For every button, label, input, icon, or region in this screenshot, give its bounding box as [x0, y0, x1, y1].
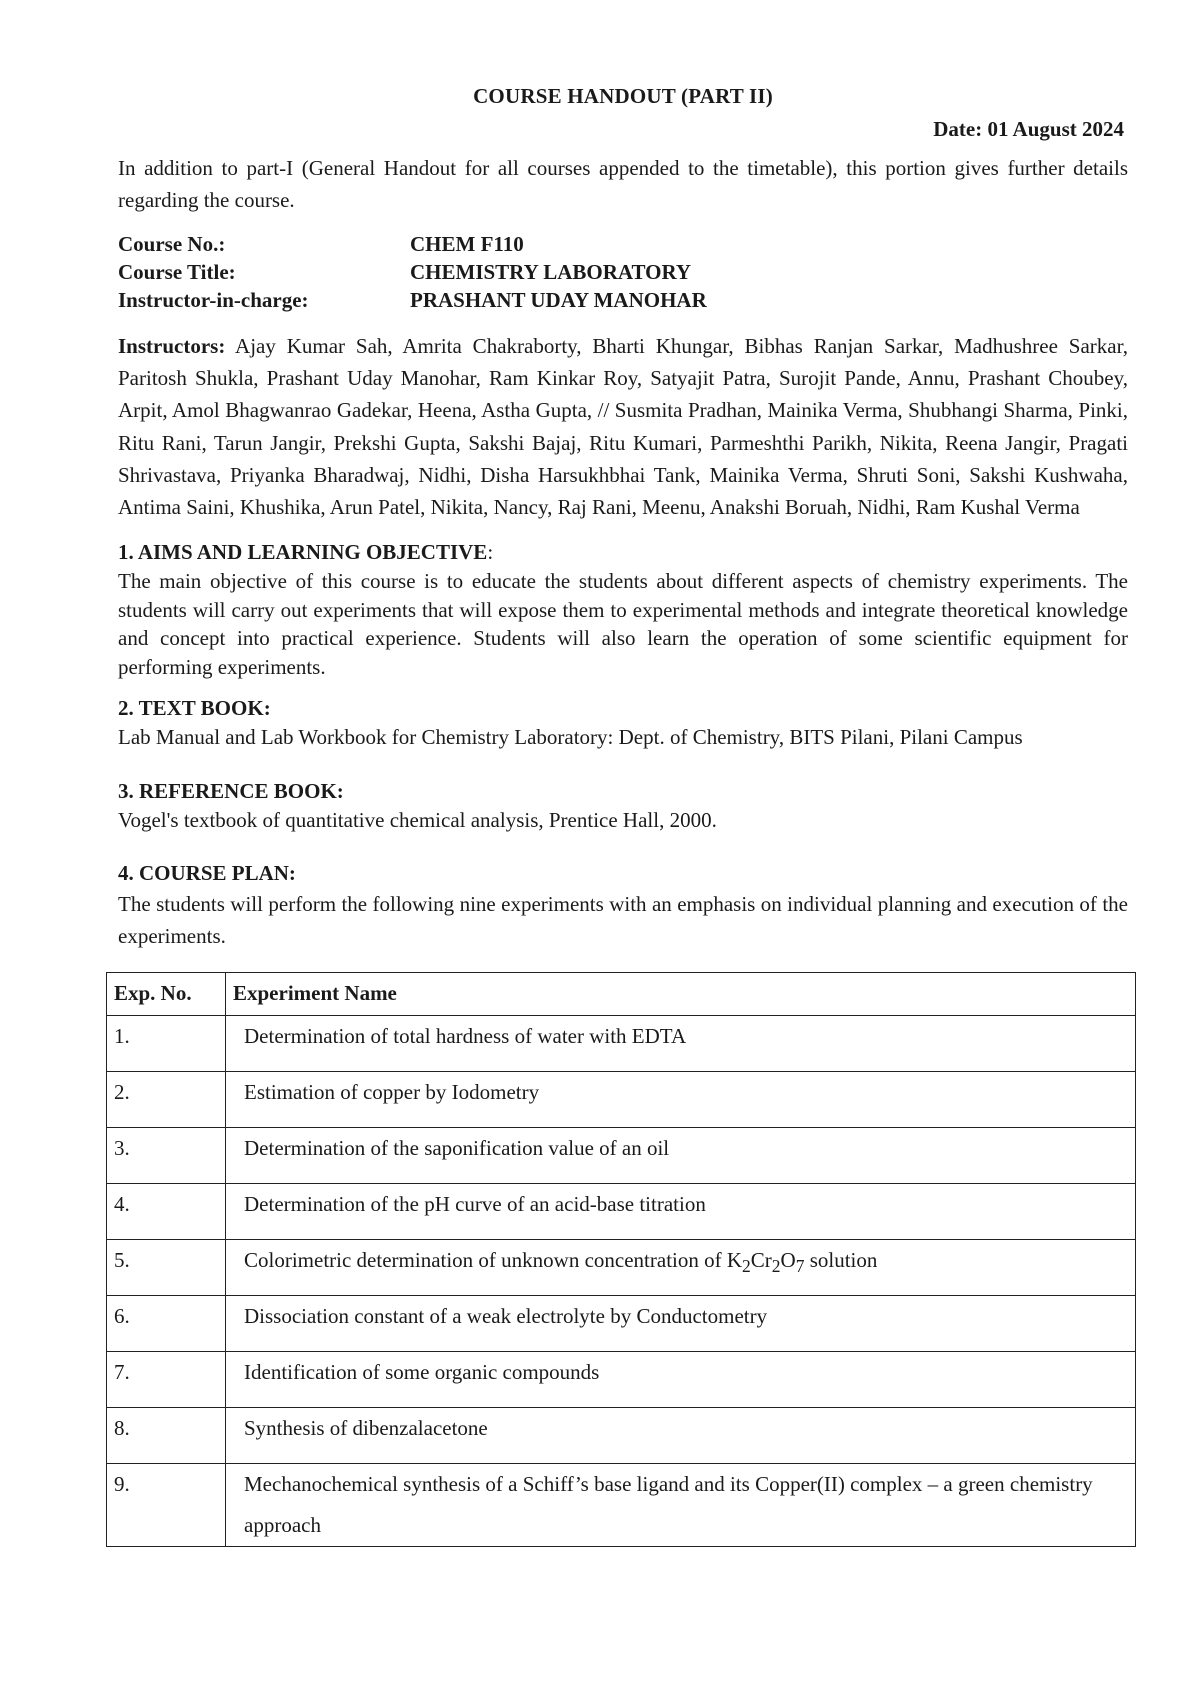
exp-no-cell: 2. — [107, 1072, 226, 1128]
exp-no-cell: 9. — [107, 1464, 226, 1547]
textbook-heading: 2. TEXT BOOK: — [118, 696, 271, 721]
formula-subscript: 2 — [771, 1256, 781, 1277]
experiment-name-cell: Mechanochemical synthesis of a Schiff’s base ligand and its Copper(II) complex – a green chemistry approach — [226, 1464, 1136, 1547]
exp-no-cell: 5. — [107, 1240, 226, 1296]
course-plan-body: The students will perform the following nine experiments with an emphasis on individual planning and execution of the experiments. — [118, 892, 1128, 949]
exp-no-cell: 3. — [107, 1128, 226, 1184]
formula-text: O — [780, 1248, 796, 1273]
exp-no-cell: 1. — [107, 1016, 226, 1072]
experiment-name-cell: Identification of some organic compounds — [226, 1352, 1136, 1408]
table-row — [107, 1464, 1136, 1547]
table-row — [107, 1072, 1136, 1128]
course-no-value: CHEM F110 — [410, 232, 524, 256]
formula-text: Colorimetric determination of unknown concentration of K — [244, 1248, 743, 1273]
experiment-name-cell: Estimation of copper by Iodometry — [226, 1072, 1136, 1128]
header-exp-no: Exp. No. — [107, 973, 226, 1016]
exp-no-cell: 7. — [107, 1352, 226, 1408]
document-title: COURSE HANDOUT (PART II) — [473, 84, 773, 108]
course-title-value: CHEMISTRY LABORATORY — [410, 260, 692, 284]
instructors-names: Ajay Kumar Sah, Amrita Chakraborty, Bharti Khungar, Bibhas Ranjan Sarkar, Madhushree Sarkar, Paritosh Shukla, Prashant Uday Manohar, Ram Kinkar Roy, Satyajit Patra, Surojit Pande, Annu, Prashant Choubey, Arpit, Amol Bhagwanrao Gadekar, Heena, Astha Gupta, // Susmita Pradhan, Mainika Verma, Shubhangi Sharma, Pinki, Ritu Rani, Tarun Jangir, Prekshi Gupta, Sakshi Bajaj, Ritu Kumari, Parmeshthi Parikh, Nikita, Reena Jangir, Pragati Shrivastava, Priyanka Bharadwaj, Nidhi, Disha Harsukhbhai Tank, Mainika Verma, Shruti Soni, Sakshi Kushwaha, Antima Saini, Khushika, Arun Patel, Nikita, Nancy, Raj Rani, Meenu, Anakshi Boruah, Nidhi, Ram Kushal Verma — [118, 334, 1128, 520]
header-experiment-name: Experiment Name — [226, 973, 1136, 1016]
exp-no-cell: 8. — [107, 1408, 226, 1464]
formula-text: Cr — [750, 1248, 772, 1273]
course-plan-heading: 4. COURSE PLAN: — [118, 861, 296, 886]
instructor-in-charge-value: PRASHANT UDAY MANOHAR — [410, 288, 707, 312]
formula-text: solution — [804, 1248, 878, 1273]
experiment-name-cell: Dissociation constant of a weak electrolyte by Conductometry — [226, 1296, 1136, 1352]
instructors-label: Instructors: — [118, 334, 226, 358]
aims-body: The main objective of this course is to educate the students about different aspects of chemistry experiments. The students will carry out experiments that will expose them to experimental methods and integrate theoretical knowledge and concept into practical experience. Students will also learn the operation of some scientific equipment for performing experiments. — [118, 569, 1128, 679]
table-header-row — [107, 973, 1136, 1016]
course-info — [118, 230, 1128, 314]
experiment-name-cell: Synthesis of dibenzalacetone — [226, 1408, 1136, 1464]
table-row — [107, 1296, 1136, 1352]
textbook-body: Lab Manual and Lab Workbook for Chemistry Laboratory: Dept. of Chemistry, BITS Pilani, Pilani Campus — [118, 725, 1023, 750]
formula-subscript: 2 — [742, 1256, 751, 1277]
instructor-in-charge-label: Instructor-in-charge: — [118, 288, 309, 312]
table-row — [107, 1016, 1136, 1072]
table-row — [107, 1408, 1136, 1464]
table-row — [107, 1240, 1136, 1296]
aims-heading — [118, 537, 1128, 567]
handout-page — [114, 84, 1128, 1547]
experiment-name-cell — [226, 1240, 1136, 1296]
aims-heading-text: 1. AIMS AND LEARNING OBJECTIVE — [118, 540, 488, 565]
table-row — [107, 1128, 1136, 1184]
reference-body: Vogel's textbook of quantitative chemical analysis, Prentice Hall, 2000. — [118, 807, 717, 832]
reference-heading: 3. REFERENCE BOOK: — [118, 778, 344, 803]
course-title-label: Course Title: — [118, 260, 236, 284]
experiment-name-cell: Determination of the pH curve of an acid-base titration — [226, 1184, 1136, 1240]
experiments-table — [106, 972, 1136, 1547]
intro-paragraph: In addition to part-I (General Handout for all courses appended to the timetable), this portion gives further details regarding the course. — [118, 156, 1128, 212]
aims-heading-suffix: : — [487, 540, 494, 565]
document-date: Date: 01 August 2024 — [933, 117, 1124, 141]
experiment-name-cell: Determination of the saponification value of an oil — [226, 1128, 1136, 1184]
exp-no-cell: 6. — [107, 1296, 226, 1352]
formula-subscript: 7 — [795, 1256, 805, 1277]
exp-no-cell: 4. — [107, 1184, 226, 1240]
table-row — [107, 1184, 1136, 1240]
experiment-name-cell: Determination of total hardness of water with EDTA — [226, 1016, 1136, 1072]
course-no-label: Course No.: — [118, 232, 226, 256]
table-row — [107, 1352, 1136, 1408]
instructors-paragraph — [118, 330, 1128, 523]
